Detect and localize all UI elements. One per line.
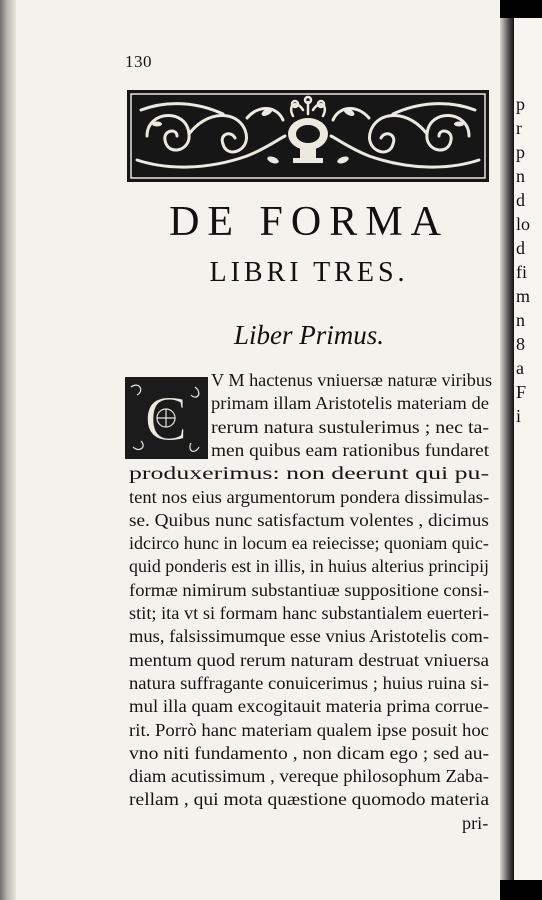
adjacent-page-fragment: F — [516, 382, 527, 402]
body-line: rit. Porrò hanc materiam qualem ipse posuit hoc — [129, 719, 490, 740]
adjacent-page-fragment: i — [516, 406, 522, 426]
body-line: rerum natura sustulerimus ; nec ta- — [211, 416, 490, 437]
adjacent-page-fragment: m — [516, 286, 531, 306]
adjacent-page-fragment: 8 — [516, 334, 525, 354]
body-line: mus, falsissimumque esse vnius Aristotelis com- — [129, 626, 490, 647]
body-line: se. Quibus nunc satisfactum volentes , dicimus — [129, 509, 489, 530]
adjacent-page-fragment: p — [516, 94, 525, 114]
scan-border-top — [500, 0, 542, 18]
body-line: tent nos eius argumentorum pondera dissimulas- — [129, 486, 490, 507]
scan-border-bottom — [500, 880, 542, 900]
body-line: quid ponderis est in illis, in huius alterius principij — [129, 556, 490, 577]
body-line: vno niti fundamento , non dicam ego ; sed au- — [129, 742, 490, 763]
body-line: primam illam Aristotelis materiam de — [211, 393, 489, 414]
page-number: 130 — [125, 52, 152, 71]
initial-letter-glyph: C — [144, 383, 188, 454]
gutter-shadow — [500, 0, 514, 900]
body-line: natura suffragante conuicerimus ; huius ruina si- — [129, 672, 489, 693]
adjacent-page-fragment: d — [516, 238, 525, 258]
body-line: mentum quod rerum naturam destruat vniuersa — [129, 649, 490, 670]
body-line: diam acutissimum , vereque philosophum Zaba- — [129, 766, 490, 787]
body-line: idcirco hunc in locum ea reiecisse; quoniam quic- — [129, 533, 489, 554]
body-line: produxerimus: non deerunt qui pu- — [129, 463, 490, 484]
decorated-initial-letter — [125, 377, 208, 459]
adjacent-page-fragment: a — [516, 358, 524, 378]
adjacent-page-fragment: fi — [516, 262, 527, 282]
adjacent-page-fragment: lo — [516, 214, 531, 234]
page-title: DE FORMA — [169, 199, 449, 245]
adjacent-page-fragment: n — [516, 166, 525, 186]
adjacent-page-fragment: r — [516, 118, 522, 138]
ornamental-headpiece — [127, 90, 489, 182]
book-heading: Liber Primus. — [233, 320, 385, 350]
page-subtitle: LIBRI TRES. — [209, 257, 409, 288]
binding-shadow — [0, 0, 16, 900]
body-line: formæ nimirum substantiuæ suppositione consi- — [129, 579, 490, 600]
catchword: pri- — [462, 812, 489, 833]
body-line: stit; ita vt si formam hanc substantialem euerteri- — [129, 603, 489, 623]
body-line: men quibus eam rationibus fundaret — [211, 439, 490, 460]
body-line-first: V M hactenus vniuersæ naturæ viribus — [211, 370, 493, 390]
adjacent-page-fragment: n — [516, 310, 525, 330]
adjacent-page-edge — [514, 0, 542, 900]
adjacent-page-fragment: p — [516, 142, 525, 162]
body-line: rellam , qui mota quæstione quomodo materia — [129, 789, 490, 810]
adjacent-page-fragment: d — [516, 190, 525, 210]
body-line: mul illa quam excogitauit materia prima corrue- — [129, 696, 489, 717]
